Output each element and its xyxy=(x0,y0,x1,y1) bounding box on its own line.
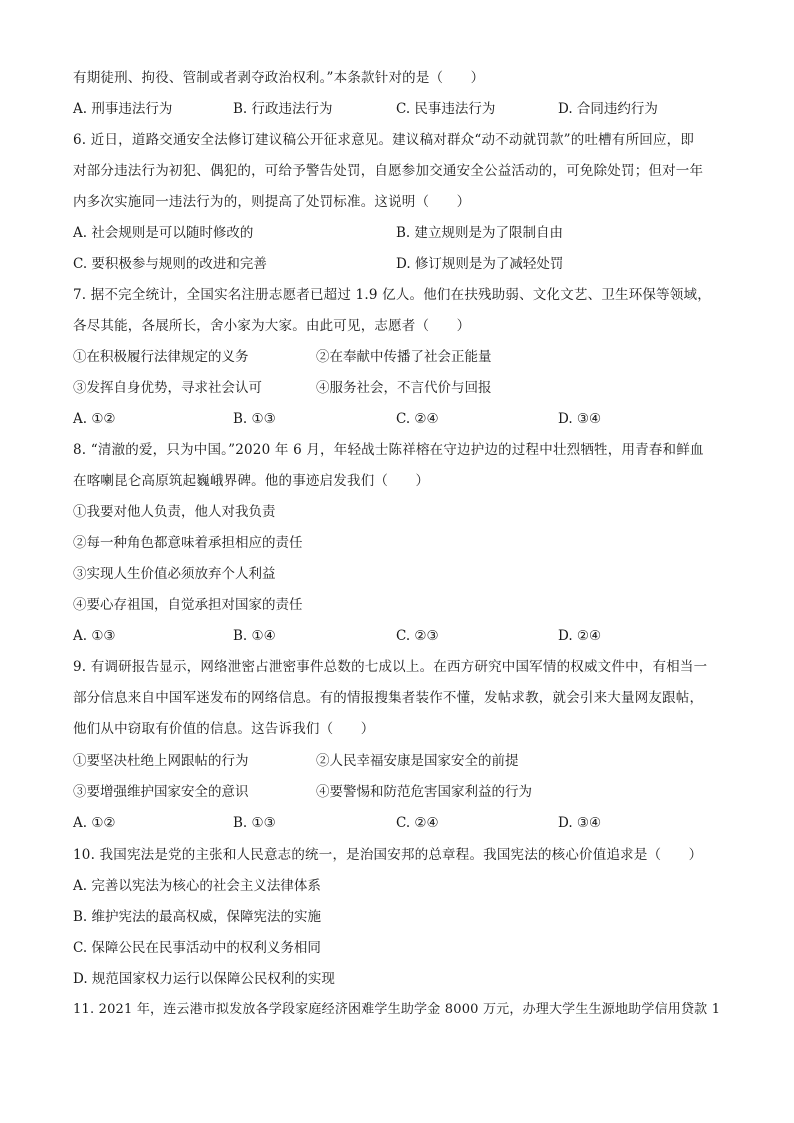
q8-statement-4: ④要心存祖国，自觉承担对国家的责任 xyxy=(73,597,303,613)
q6-option-b: B. 建立规则是为了限制自由 xyxy=(396,225,564,241)
q6-option-c: C. 要积极参与规则的改进和完善 xyxy=(73,256,267,272)
question-7-stem-line-2: 各尽其能，各展所长，舍小家为大家。由此可见，志愿者（ ） xyxy=(73,318,471,334)
q7-option-c: C. ②④ xyxy=(396,411,439,427)
q6-option-a: A. 社会规则是可以随时修改的 xyxy=(73,225,254,241)
question-9-stem-line-3: 他们从中窃取有价值的信息。这告诉我们（ ） xyxy=(73,721,375,737)
q8-statement-3: ③实现人生价值必须放弃个人利益 xyxy=(73,566,276,582)
q9-statement-1: ①要坚决杜绝上网跟帖的行为 xyxy=(73,753,249,769)
question-6-stem-line-3: 内多次实施同一违法行为的，则提高了处罚标准。这说明（ ） xyxy=(73,194,471,210)
q7-option-a: A. ①② xyxy=(73,411,116,427)
q5-option-b: B. 行政违法行为 xyxy=(233,101,333,117)
q9-option-c: C. ②④ xyxy=(396,815,439,831)
q10-option-b: B. 维护宪法的最高权威，保障宪法的实施 xyxy=(73,909,322,925)
q9-option-d: D. ③④ xyxy=(558,815,602,831)
q5-option-c: C. 民事违法行为 xyxy=(396,101,496,117)
question-6-stem-line-1: 6. 近日，道路交通安全法修订建议稿公开征求意见。建议稿对群众“动不动就罚款”的吐槽有所回应，即 xyxy=(73,132,695,148)
question-9-stem-line-2: 部分信息来自中国军迷发布的网络信息。有的情报搜集者装作不懂，发帖求教，就会引来大量网友跟帖， xyxy=(73,690,704,706)
q8-statement-2: ②每一种角色都意味着承担相应的责任 xyxy=(73,535,303,551)
q7-option-d: D. ③④ xyxy=(558,411,602,427)
q7-statement-4: ④服务社会，不言代价与回报 xyxy=(316,380,492,396)
q7-option-b: B. ①③ xyxy=(233,411,276,427)
question-5-stem-tail: 有期徒刑、拘役、管制或者剥夺政治权利。”本条款针对的是（ ） xyxy=(73,70,485,86)
q7-statement-1: ①在积极履行法律规定的义务 xyxy=(73,349,249,365)
question-8-stem-line-2: 在喀喇昆仑高原筑起巍峨界碑。他的事迹启发我们（ ） xyxy=(73,473,430,489)
q10-option-d: D. 规范国家权力运行以保障公民权利的实现 xyxy=(73,971,335,987)
question-8-stem-line-1: 8. “清澈的爱，只为中国。”2020 年 6 月，年轻战士陈祥榕在守边护边的过程中壮烈牺牲，用青春和鲜血 xyxy=(73,442,704,458)
q8-option-d: D. ②④ xyxy=(558,628,602,644)
question-6-stem-line-2: 对部分违法行为初犯、偶犯的，可给予警告处罚，自愿参加交通安全公益活动的，可免除处罚；但对一年 xyxy=(73,163,704,179)
q6-option-d: D. 修订规则是为了减轻处罚 xyxy=(396,256,564,272)
q8-option-a: A. ①③ xyxy=(73,628,116,644)
q8-statement-1: ①我要对他人负责，他人对我负责 xyxy=(73,504,276,520)
q8-option-b: B. ①④ xyxy=(233,628,276,644)
q10-option-a: A. 完善以宪法为核心的社会主义法律体系 xyxy=(73,878,321,894)
q9-statement-2: ②人民幸福安康是国家安全的前提 xyxy=(316,753,519,769)
question-11-stem-line-1: 11. 2021 年，连云港市拟发放各学段家庭经济困难学生助学金 8000 万元，办理大学生生源地助学信用贷款 1 xyxy=(73,1002,721,1017)
q9-statement-3: ③要增强维护国家安全的意识 xyxy=(73,784,249,800)
q9-statement-4: ④要警惕和防范危害国家利益的行为 xyxy=(316,784,532,800)
question-10-stem: 10. 我国宪法是党的主张和人民意志的统一，是治国安邦的总章程。我国宪法的核心价值追求是（ ） xyxy=(73,847,703,863)
q7-statement-3: ③发挥自身优势，寻求社会认可 xyxy=(73,380,262,396)
q5-option-d: D. 合同违约行为 xyxy=(558,101,658,117)
q7-statement-2: ②在奉献中传播了社会正能量 xyxy=(316,349,492,365)
q5-option-a: A. 刑事违法行为 xyxy=(73,101,173,117)
q9-option-b: B. ①③ xyxy=(233,815,276,831)
q10-option-c: C. 保障公民在民事活动中的权利义务相同 xyxy=(73,940,321,956)
question-7-stem-line-1: 7. 据不完全统计，全国实名注册志愿者已超过 1.9 亿人。他们在扶残助弱、文化文艺、卫生环保等领域， xyxy=(73,287,711,303)
question-9-stem-line-1: 9. 有调研报告显示，网络泄密占泄密事件总数的七成以上。在西方研究中国军情的权威文件中，有相当一 xyxy=(73,659,708,675)
q9-option-a: A. ①② xyxy=(73,815,116,831)
q8-option-c: C. ②③ xyxy=(396,628,439,644)
